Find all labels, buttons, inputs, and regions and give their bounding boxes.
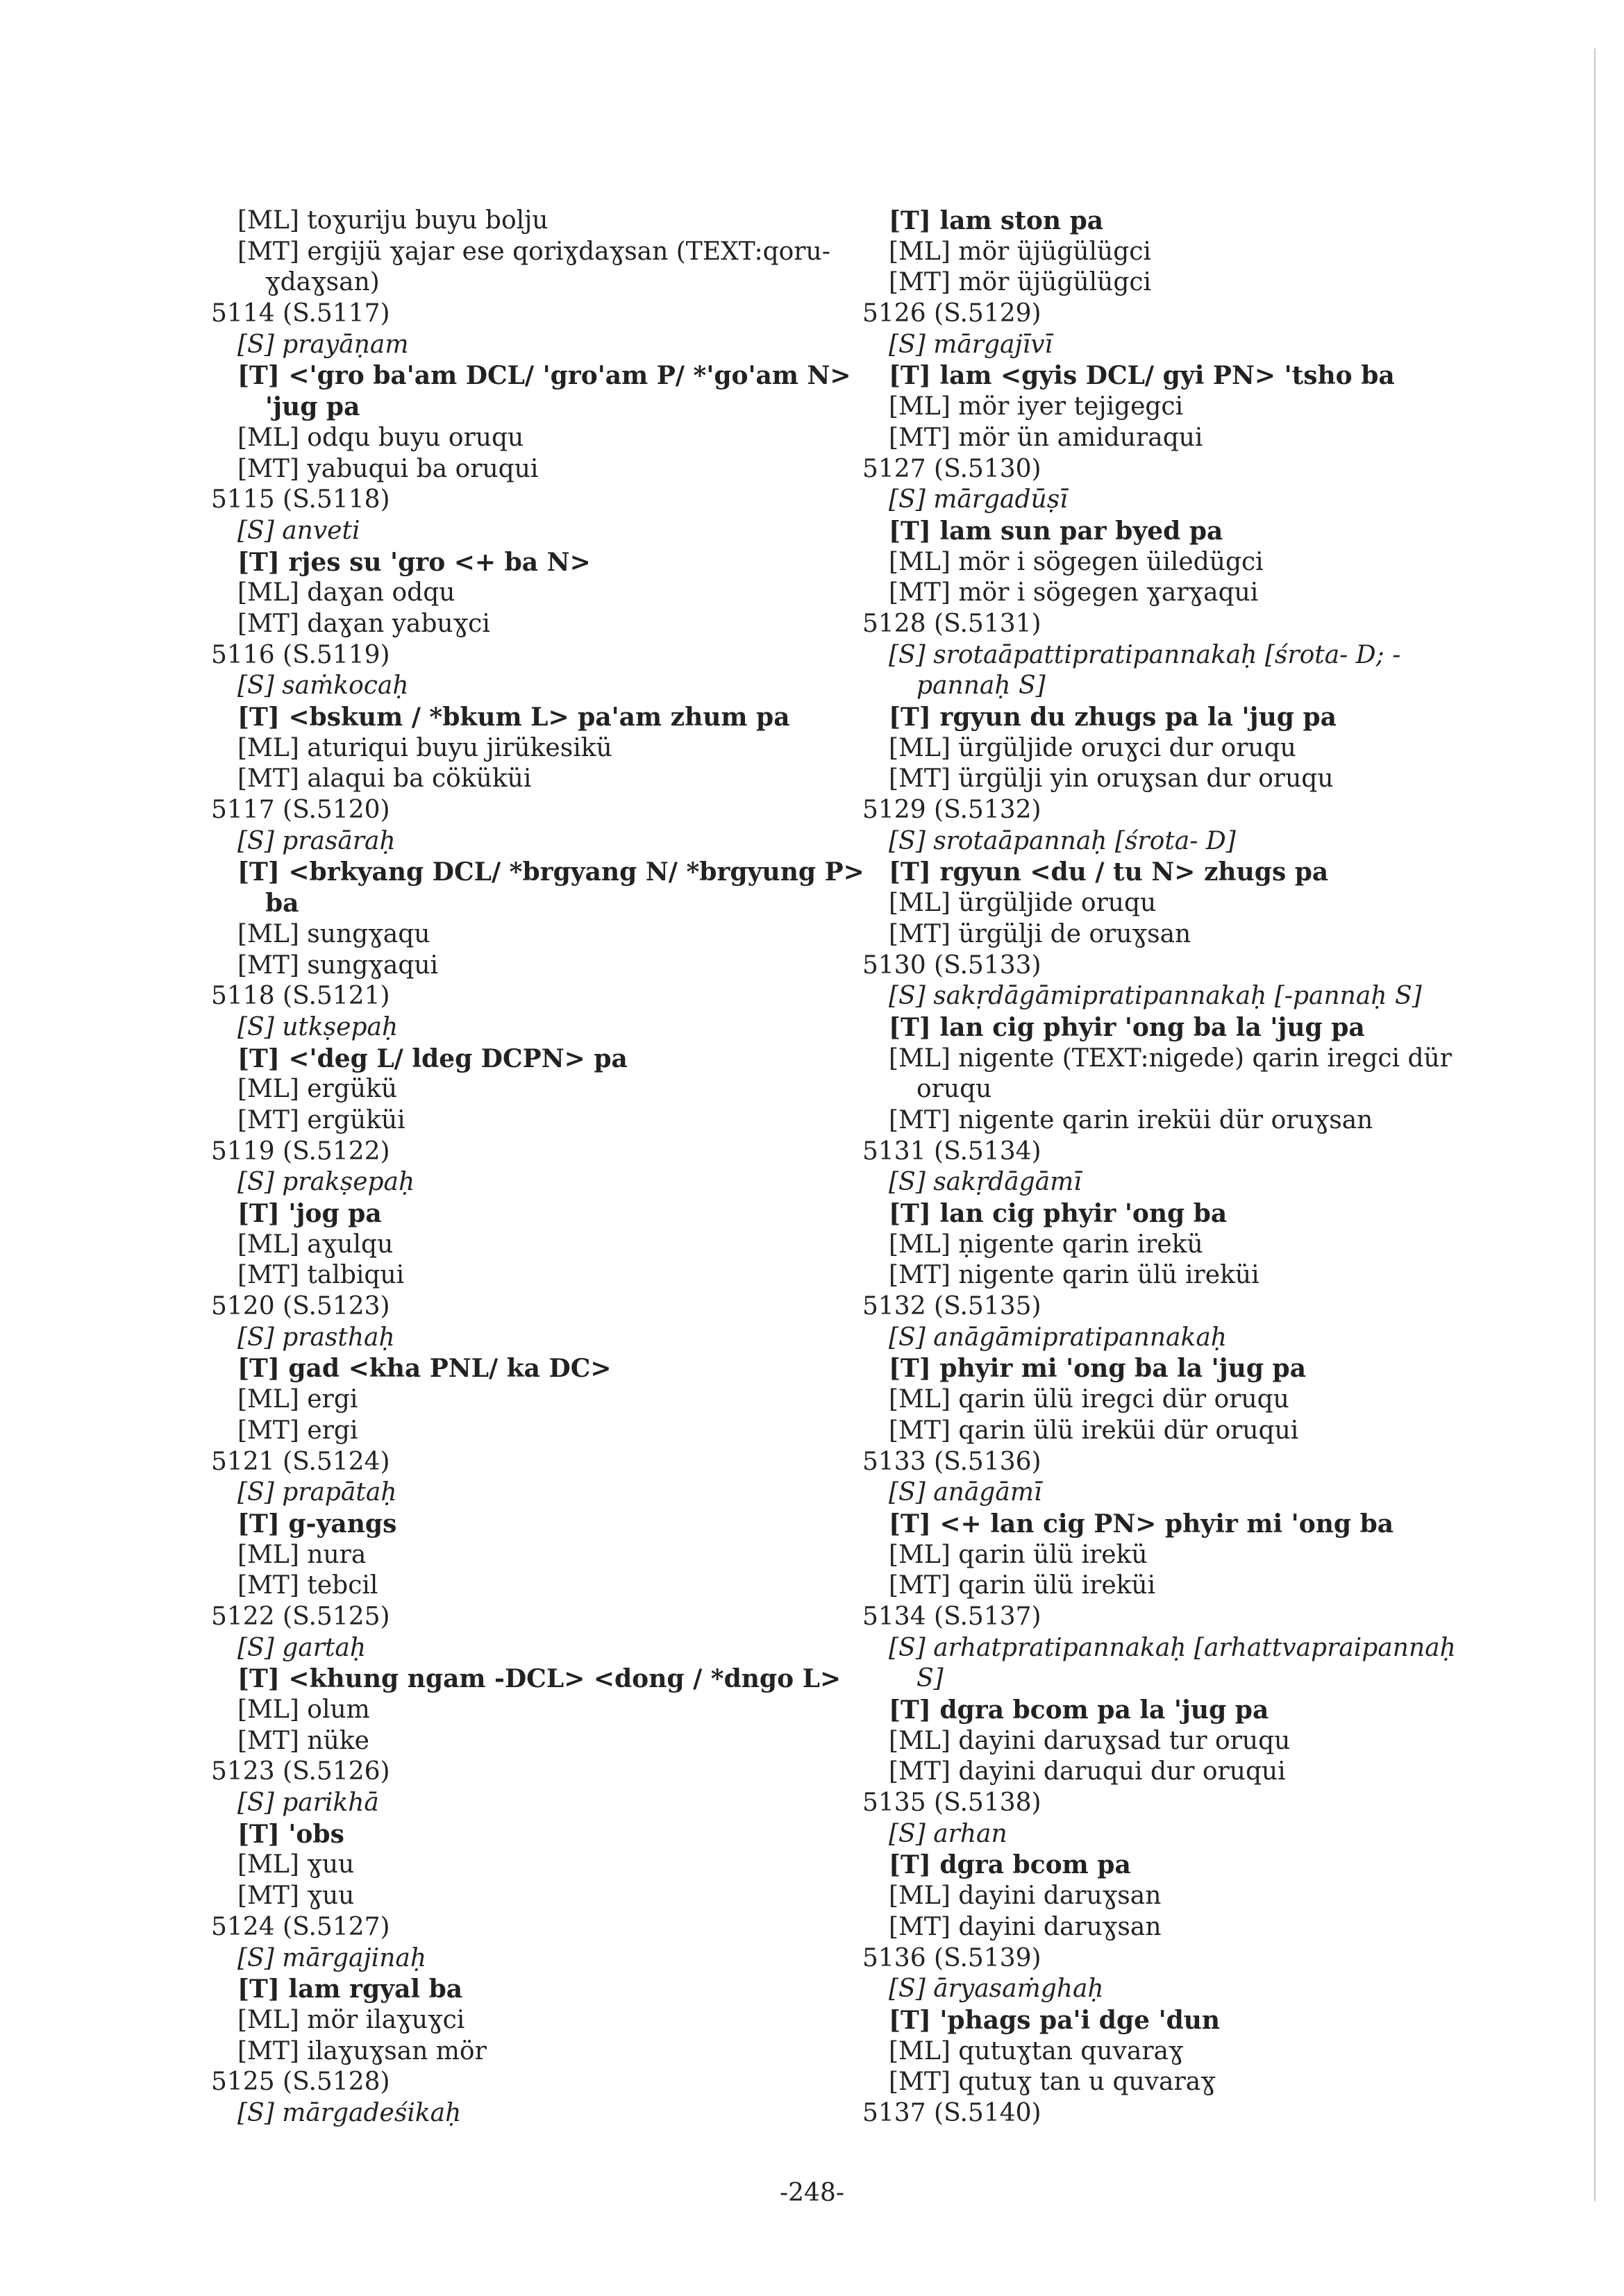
entry-line: [S] utkṣepaḥ — [237, 1012, 399, 1041]
entry-number: 5114 (S.5117) — [211, 299, 390, 328]
entry-line: [MT] sungɣaqui — [237, 950, 439, 980]
entry-line: 'jug pa — [265, 392, 360, 422]
entry-line: [MT] nigente qarin ülü ireküi — [889, 1261, 1259, 1290]
entry-line: [S] arhan — [889, 1819, 1007, 1848]
entry-line: [MT] ergi — [237, 1416, 358, 1445]
entry-line: [S] prakṣepaḥ — [237, 1168, 415, 1197]
entry-line: [ML] qutuɣtan quvaraɣ — [889, 2036, 1184, 2065]
entry-line: [MT] ürgülji de oruɣsan — [889, 919, 1191, 948]
entry-line: [T] rgyun du zhugs pa la 'jug pa — [889, 703, 1337, 732]
entry-line: pannaḥ S] — [916, 671, 1046, 701]
entry-line: [ML] olum — [237, 1695, 370, 1724]
entry-number: 5137 (S.5140) — [862, 2098, 1041, 2127]
entry-line: [ML] aturiqui buyu jirükesikü — [237, 733, 612, 762]
entry-number: 5121 (S.5124) — [211, 1447, 390, 1476]
entry-line: [MT] tebcil — [237, 1571, 378, 1600]
page-edge-rule — [1594, 49, 1596, 2201]
entry-line: [MT] dayini daruɣsan — [889, 1912, 1162, 1941]
entry-line: [T] <khung ngam -DCL> <dong / *dngo L> — [237, 1664, 842, 1694]
entry-line: [ML] ɣuu — [237, 1850, 355, 1879]
entry-line: [ML] mör ilaɣuɣci — [237, 2005, 465, 2034]
entry-line: [T] 'obs — [237, 1819, 344, 1849]
entry-line: [T] 'phags pa'i dge 'dun — [889, 2005, 1221, 2035]
entry-number: 5116 (S.5119) — [211, 640, 390, 669]
entry-line: [T] lan cig phyir 'ong ba la 'jug pa — [889, 1012, 1365, 1042]
entry-line: [T] <+ lan cig PN> phyir mi 'ong ba — [889, 1509, 1394, 1539]
entry-line: [S] āryasaṁghaḥ — [889, 1975, 1104, 2004]
entry-line: [MT] talbiqui — [237, 1261, 405, 1290]
entry-line: [MT] qarin ülü ireküi — [889, 1571, 1156, 1600]
entry-line: [S] saṁkocaḥ — [237, 671, 409, 701]
entry-line: [ML] ergi — [237, 1385, 358, 1414]
entry-line: [T] <bskum / *bkum L> pa'am zhum pa — [237, 703, 790, 732]
entry-line: [ML] toɣuriju buyu bolju — [237, 206, 549, 235]
entry-line: [S] srotaāpattipratipannakaḥ [śrota- D; - — [889, 640, 1401, 669]
entry-line: [S] prasthaḥ — [237, 1323, 395, 1352]
entry-number: 5132 (S.5135) — [862, 1292, 1041, 1321]
entry-line: [S] prasāraḥ — [237, 826, 396, 855]
entry-line: [ML] ürgüljide oruɣci dur oruqu — [889, 733, 1296, 762]
entry-line: [MT] ürgülji yin oruɣsan dur oruqu — [889, 764, 1334, 794]
entry-number: 5135 (S.5138) — [862, 1788, 1041, 1818]
entry-line: [T] lam <gyis DCL/ gyi PN> 'tsho ba — [889, 361, 1395, 391]
entry-line: [S] anāgāmipratipannakaḥ — [889, 1323, 1227, 1352]
entry-line: [ML] nigente (TEXT:nigede) qarin iregci dür — [889, 1044, 1452, 1073]
entry-line: [S] gartaḥ — [237, 1633, 367, 1662]
entry-line: [T] g-yangs — [237, 1509, 397, 1539]
entry-line: [S] anveti — [237, 516, 360, 545]
entry-line: [S] prapātaḥ — [237, 1478, 397, 1507]
page-number: -248- — [779, 2179, 845, 2207]
entry-number: 5128 (S.5131) — [862, 609, 1041, 638]
entry-line: [S] parikhā — [237, 1788, 379, 1818]
entry-number: 5119 (S.5122) — [211, 1137, 390, 1166]
entry-line: [ML] ergükü — [237, 1075, 398, 1104]
entry-line: ba — [265, 889, 299, 919]
entry-line: [MT] alaqui ba cöküküi — [237, 764, 532, 794]
entry-line: [T] lan cig phyir 'ong ba — [889, 1199, 1228, 1228]
entry-number: 5129 (S.5132) — [862, 796, 1041, 825]
entry-number: 5127 (S.5130) — [862, 454, 1041, 483]
left-column — [211, 206, 864, 2129]
entry-line: [MT] mör i sögegen ɣarɣaqui — [889, 578, 1259, 607]
entry-line: [T] rgyun <du / tu N> zhugs pa — [889, 857, 1329, 887]
entry-line: [T] phyir mi 'ong ba la 'jug pa — [889, 1354, 1307, 1384]
entry-line: [ML] ürgüljide oruqu — [889, 889, 1157, 918]
entry-number: 5126 (S.5129) — [862, 299, 1041, 328]
entry-line: [MT] nigente qarin ireküi dür oruɣsan — [889, 1105, 1373, 1134]
entry-line: [T] rjes su 'gro <+ ba N> — [237, 547, 591, 577]
entry-line: [S] mārgadeśikaḥ — [237, 2098, 462, 2127]
entry-line: [MT] ergijü ɣajar ese qoriɣdaɣsan (TEXT:qoru- — [237, 237, 830, 266]
entry-line: [ML] dayini daruɣsan — [889, 1882, 1162, 1911]
entry-line: ɣdaɣsan) — [265, 268, 380, 297]
entry-line: [ML] aɣulqu — [237, 1230, 394, 1259]
entry-line: [MT] ergüküi — [237, 1105, 405, 1134]
entry-line: [ML] mör üjügülügci — [889, 237, 1151, 266]
entry-number: 5124 (S.5127) — [211, 1912, 390, 1941]
entry-line: [MT] ilaɣuɣsan mör — [237, 2036, 487, 2065]
entry-line: [S] mārgajinaḥ — [237, 1943, 427, 1972]
entry-line: [S] sakṛdāgāmī — [889, 1168, 1082, 1197]
entry-number: 5120 (S.5123) — [211, 1292, 390, 1321]
entry-line: [ML] dayini daruɣsad tur oruqu — [889, 1726, 1291, 1755]
entry-number: 5115 (S.5118) — [211, 485, 390, 514]
entry-line: [ML] mör iyer tejigegci — [889, 392, 1184, 421]
entry-line: [ML] sungɣaqu — [237, 919, 430, 948]
entry-line: [T] lam sun par byed pa — [889, 516, 1223, 546]
entry-line: [MT] daɣan yabuɣci — [237, 609, 490, 638]
entry-number: 5118 (S.5121) — [211, 982, 390, 1011]
entry-number: 5123 (S.5126) — [211, 1757, 390, 1786]
entry-line: [T] <'deg L/ ldeg DCPN> pa — [237, 1044, 628, 1073]
entry-line: [S] prayāṇam — [237, 330, 409, 359]
entry-line: [ML] nura — [237, 1540, 367, 1569]
entry-line: [T] lam ston pa — [889, 206, 1104, 235]
entry-line: [ML] ṇigente qarin irekü — [889, 1230, 1203, 1259]
entry-line: [ML] odqu buyu oruqu — [237, 423, 524, 452]
entry-number: 5136 (S.5139) — [862, 1943, 1041, 1972]
entry-line: [ML] qarin ülü irekü — [889, 1540, 1148, 1569]
entry-number: 5125 (S.5128) — [211, 2068, 390, 2097]
entry-line: [S] arhatpratipannakaḥ [arhattvapraipannaḥ — [889, 1633, 1456, 1662]
entry-line: [T] gad <kha PNL/ ka DC> — [237, 1354, 612, 1384]
entry-line: S] — [916, 1664, 944, 1693]
entry-line: [MT] qarin ülü ireküi dür oruqui — [889, 1416, 1299, 1445]
entry-line: [S] srotaāpannaḥ [śrota- D] — [889, 826, 1236, 855]
entry-line: [MT] mör üjügülügci — [889, 268, 1152, 297]
entry-line: [T] <'gro ba'am DCL/ 'gro'am P/ *'go'am N> — [237, 361, 851, 391]
entry-number: 5130 (S.5133) — [862, 950, 1041, 980]
entry-line: [MT] nüke — [237, 1726, 369, 1755]
entry-number: 5134 (S.5137) — [862, 1602, 1041, 1631]
entry-line: [ML] mör i sögegen üiledügci — [889, 547, 1264, 576]
entry-line: [T] 'jog pa — [237, 1199, 382, 1228]
entry-line: [T] <brkyang DCL/ *brgyang N/ *brgyung P> — [237, 857, 864, 887]
entry-line: [MT] dayini daruqui dur oruqui — [889, 1757, 1286, 1786]
entry-line: [MT] mör ün amiduraqui — [889, 423, 1203, 452]
entry-number: 5133 (S.5136) — [862, 1447, 1041, 1476]
entry-line: [T] dgra bcom pa — [889, 1850, 1131, 1880]
entry-line: [ML] qarin ülü iregci dür oruqu — [889, 1385, 1289, 1414]
entry-line: [T] lam rgyal ba — [237, 1975, 463, 2004]
entry-number: 5131 (S.5134) — [862, 1137, 1041, 1166]
entry-line: [MT] yabuqui ba oruqui — [237, 454, 539, 483]
entry-line: [S] sakṛdāgāmipratipannakaḥ [-pannaḥ S] — [889, 982, 1422, 1011]
entry-line: [S] mārgajīvī — [889, 330, 1053, 359]
entry-line: oruqu — [916, 1075, 992, 1104]
entry-line: [MT] ɣuu — [237, 1882, 355, 1911]
entry-line: [S] mārgadūṣī — [889, 485, 1068, 514]
entry-line: [S] anāgāmī — [889, 1478, 1042, 1507]
entry-line: [MT] qutuɣ tan u quvaraɣ — [889, 2068, 1216, 2097]
right-column — [862, 206, 1501, 2129]
entry-line: [ML] daɣan odqu — [237, 578, 455, 607]
entry-line: [T] dgra bcom pa la 'jug pa — [889, 1695, 1269, 1725]
entry-number: 5117 (S.5120) — [211, 796, 390, 825]
entry-number: 5122 (S.5125) — [211, 1602, 390, 1631]
